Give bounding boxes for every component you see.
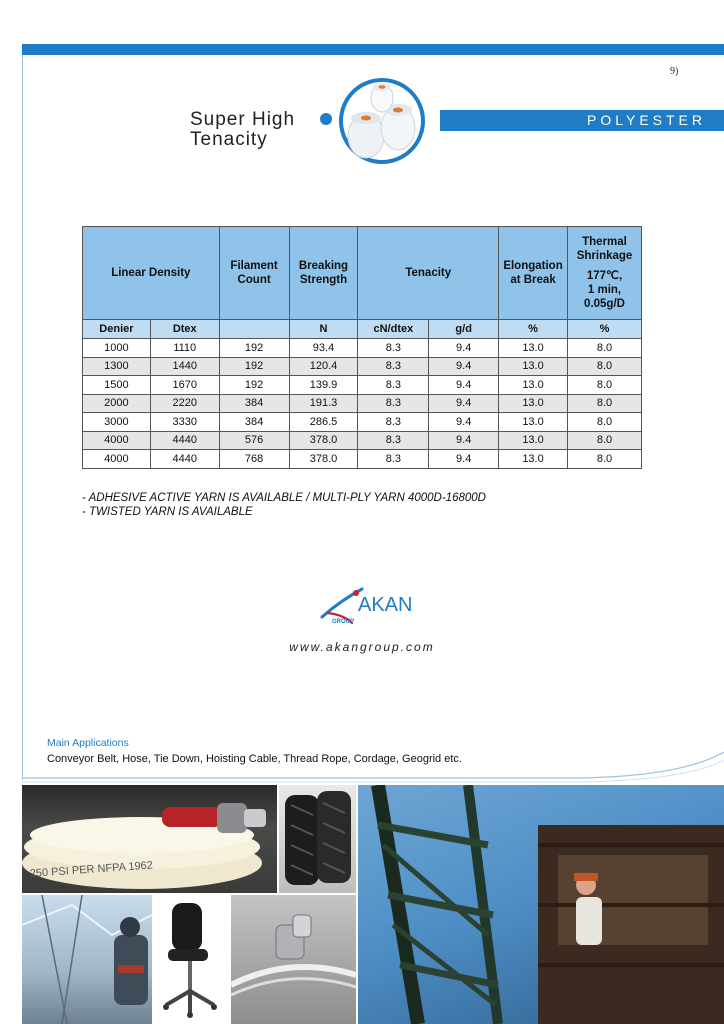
table-row <box>83 339 642 358</box>
table-cell: 4000 <box>83 450 151 469</box>
photo-climber <box>22 895 152 1024</box>
table-cell: 8.0 <box>568 357 642 376</box>
photo-cable-clamp <box>231 895 356 1024</box>
table-cell: 120.4 <box>289 357 358 376</box>
unit-header: Dtex <box>150 320 219 339</box>
category-banner <box>440 110 724 131</box>
title-line-1: Super High <box>190 109 296 130</box>
header-tenacity: Tenacity <box>358 227 499 320</box>
header-breaking-strength: Breaking Strength <box>289 227 358 320</box>
table-cell: 9.4 <box>429 376 499 395</box>
table-cell: 1440 <box>150 357 219 376</box>
category-label: POLYESTER <box>587 112 706 128</box>
hose-print: 250 PSI PER NFPA 1962 <box>29 859 154 880</box>
table-cell: 8.3 <box>358 376 429 395</box>
table-cell: 191.3 <box>289 394 358 413</box>
header-thermal-shrinkage: Thermal Shrinkage 177℃, 1 min, 0.05g/D <box>568 227 642 320</box>
table-cell: 1000 <box>83 339 151 358</box>
table-cell: 192 <box>219 376 289 395</box>
table-cell: 13.0 <box>499 376 568 395</box>
table-row <box>83 394 642 413</box>
table-cell: 384 <box>219 394 289 413</box>
unit-header <box>219 320 289 339</box>
frame-left-line <box>22 55 23 780</box>
table-cell: 8.3 <box>358 357 429 376</box>
table-cell: 9.4 <box>429 413 499 432</box>
yarn-spools-icon <box>318 78 442 164</box>
table-cell: 4440 <box>150 450 219 469</box>
table-cell: 4440 <box>150 431 219 450</box>
logo-sub: GROUP <box>332 619 355 625</box>
table-cell: 8.0 <box>568 394 642 413</box>
unit-header: cN/dtex <box>358 320 429 339</box>
table-cell: 13.0 <box>499 413 568 432</box>
table-group-header-row <box>83 227 642 320</box>
table-cell: 2000 <box>83 394 151 413</box>
table-cell: 286.5 <box>289 413 358 432</box>
table-cell: 93.4 <box>289 339 358 358</box>
table-cell: 378.0 <box>289 450 358 469</box>
table-cell: 13.0 <box>499 357 568 376</box>
table-cell: 768 <box>219 450 289 469</box>
note-line: - TWISTED YARN IS AVAILABLE <box>82 506 253 518</box>
table-cell: 3000 <box>83 413 151 432</box>
table-cell: 8.0 <box>568 450 642 469</box>
table-cell: 13.0 <box>499 339 568 358</box>
photo-tires <box>279 785 356 893</box>
table-row <box>83 376 642 395</box>
table-cell: 1500 <box>83 376 151 395</box>
note-line: - ADHESIVE ACTIVE YARN IS AVAILABLE / MULTI-PLY YARN 4000D-16800D <box>82 492 486 504</box>
top-accent-bar <box>22 44 724 55</box>
table-cell: 8.3 <box>358 339 429 358</box>
table-cell: 192 <box>219 357 289 376</box>
table-cell: 576 <box>219 431 289 450</box>
header-elongation: Elongation at Break <box>499 227 568 320</box>
table-row <box>83 413 642 432</box>
table-cell: 8.3 <box>358 450 429 469</box>
table-cell: 4000 <box>83 431 151 450</box>
applications-text: Conveyor Belt, Hose, Tie Down, Hoisting Cable, Thread Rope, Cordage, Geogrid etc. <box>47 753 462 765</box>
header-linear-density: Linear Density <box>83 227 220 320</box>
unit-header: % <box>499 320 568 339</box>
table-cell: 9.4 <box>429 339 499 358</box>
table-cell: 3330 <box>150 413 219 432</box>
table-row <box>83 431 642 450</box>
logo-brand: AKAN <box>358 594 413 616</box>
table-cell: 9.4 <box>429 357 499 376</box>
table-cell: 13.0 <box>499 394 568 413</box>
photo-oil-rig <box>358 785 724 1024</box>
table-cell: 8.0 <box>568 413 642 432</box>
table-cell: 9.4 <box>429 431 499 450</box>
header-filament-count: Filament Count <box>219 227 289 320</box>
table-cell: 13.0 <box>499 450 568 469</box>
table-row <box>83 357 642 376</box>
page-number: 9) <box>670 66 679 77</box>
unit-header: % <box>568 320 642 339</box>
table-cell: 139.9 <box>289 376 358 395</box>
table-cell: 2220 <box>150 394 219 413</box>
notes <box>82 491 486 519</box>
photo-office-chair <box>154 895 229 1024</box>
spec-table <box>82 226 642 469</box>
photo-fire-hose <box>22 785 277 893</box>
table-cell: 8.3 <box>358 431 429 450</box>
table-cell: 378.0 <box>289 431 358 450</box>
table-cell: 384 <box>219 413 289 432</box>
website-link[interactable]: www.akangroup.com <box>289 640 435 654</box>
table-cell: 8.0 <box>568 376 642 395</box>
applications-title: Main Applications <box>47 737 129 749</box>
title-line-2: Tenacity <box>190 129 268 150</box>
table-cell: 1300 <box>83 357 151 376</box>
table-cell: 9.4 <box>429 450 499 469</box>
unit-header: Denier <box>83 320 151 339</box>
unit-header: g/d <box>429 320 499 339</box>
table-cell: 8.3 <box>358 413 429 432</box>
table-cell: 1670 <box>150 376 219 395</box>
table-row <box>83 450 642 469</box>
table-cell: 9.4 <box>429 394 499 413</box>
page-title <box>190 110 295 150</box>
table-cell: 8.0 <box>568 431 642 450</box>
unit-header: N <box>289 320 358 339</box>
table-body <box>83 339 642 469</box>
table-cell: 13.0 <box>499 431 568 450</box>
table-cell: 192 <box>219 339 289 358</box>
table-cell: 8.3 <box>358 394 429 413</box>
table-cell: 8.0 <box>568 339 642 358</box>
table-cell: 1110 <box>150 339 219 358</box>
table-unit-header-row <box>83 320 642 339</box>
akan-logo-icon <box>318 583 428 625</box>
